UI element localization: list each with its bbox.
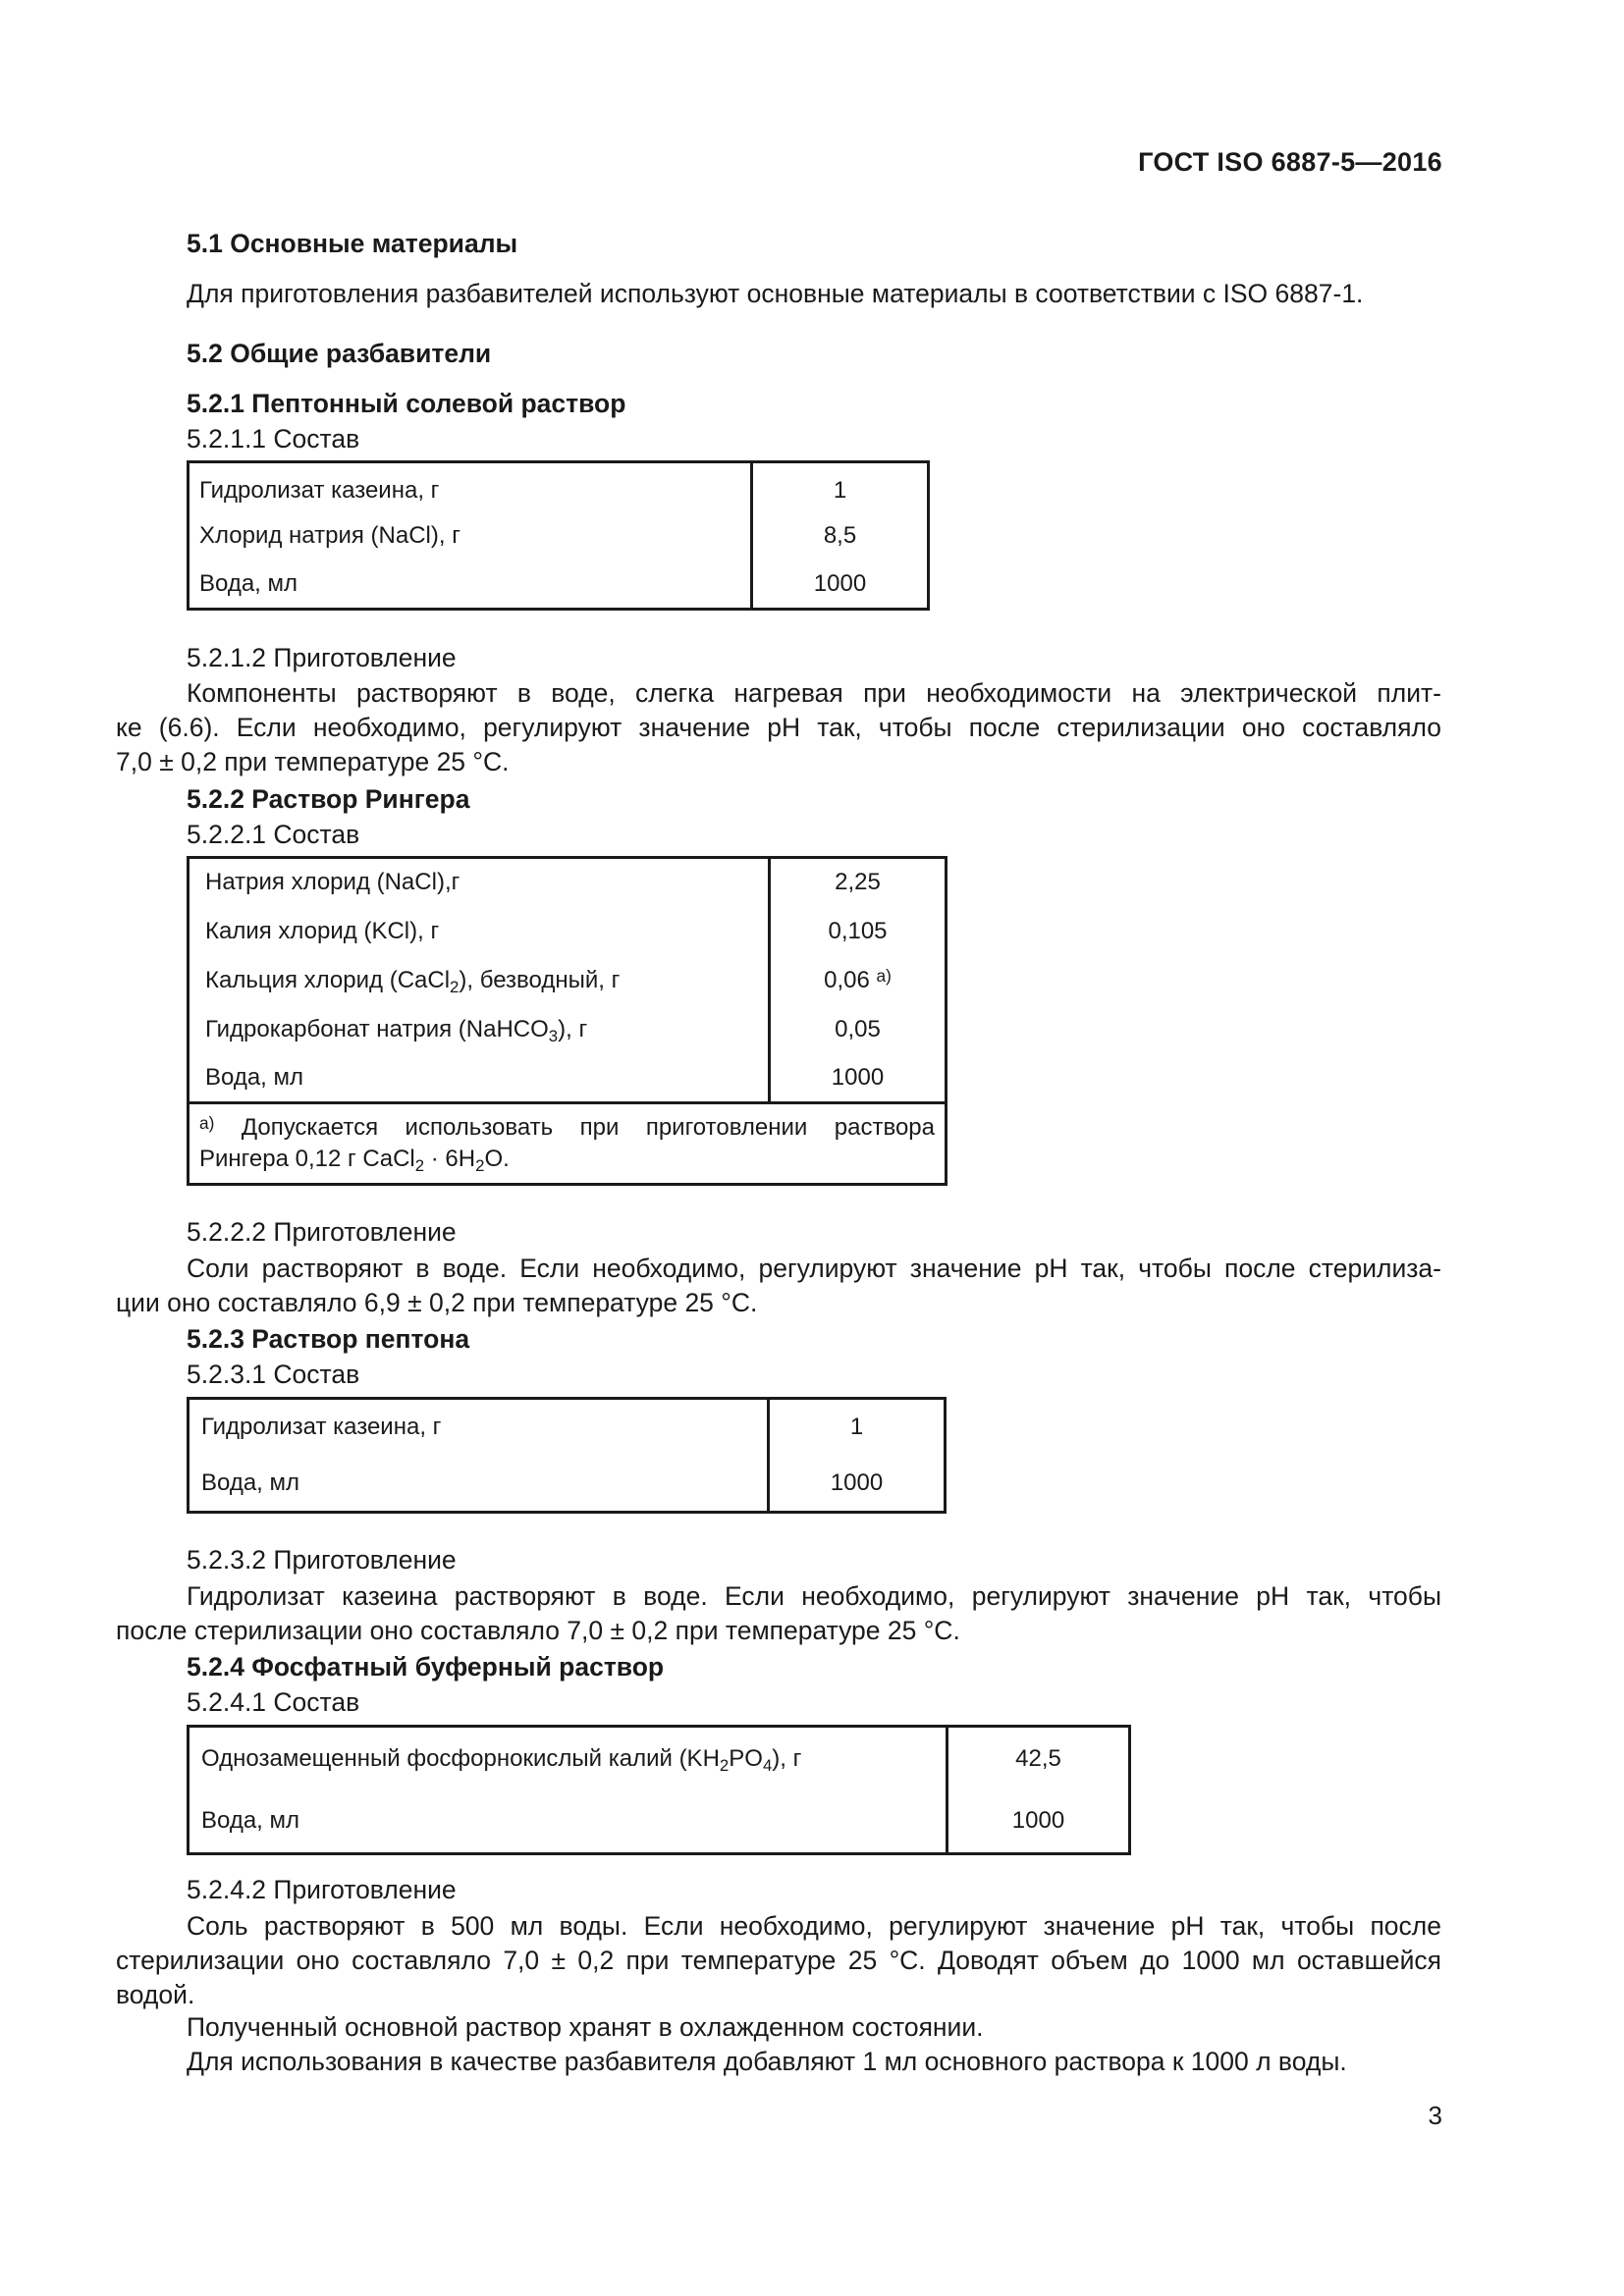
ingredient-name [189,1727,947,1790]
table-row [189,511,929,561]
table-row [189,1054,947,1103]
ingredient-name: Вода, мл [205,1063,304,1091]
ingredient-value: 1000 [947,1790,1130,1854]
subscript: 2 [414,1156,425,1175]
section-5-2-4-heading: 5.2.4 Фосфатный буферный раствор [187,1652,665,1682]
storage-note: Полученный основной раствор хранят в охлажденном состоянии. [187,2012,984,2042]
paragraph-line: ции оно составляло 6,9 ± 0,2 при температуре 25 °C. [116,1288,758,1317]
ingredient-value: 1000 [769,1456,946,1513]
table-row [189,1790,1130,1854]
section-5-2-4-2-text [116,1909,1441,2012]
ingredient-value: 0,05 [770,1005,947,1054]
footnote-text: Допускается использовать при приготовлении раствора [241,1114,935,1141]
section-5-2-2-heading: 5.2.2 Раствор Рингера [187,784,470,814]
ingredient-value: 42,5 [947,1727,1130,1790]
section-5-1-heading: 5.1 Основные материалы [187,229,518,258]
subscript: 2 [450,977,460,996]
section-5-2-4-2-label: 5.2.4.2 Приготовление [187,1875,457,1904]
ingredient-value [770,956,947,1005]
table-row [189,1399,946,1456]
table-row [189,858,947,907]
name-text: ), г [558,1015,588,1042]
ingredient-name: Гидролизат казеина, г [199,477,440,505]
table-row [189,907,947,956]
name-text: Гидрокарбонат натрия (NaHCO [205,1015,549,1042]
section-5-2-1-2-text [116,676,1441,779]
ingredient-value: 1 [769,1399,946,1456]
document-code: ГОСТ ISO 6887-5—2016 [1138,147,1442,177]
ingredient-value: 1000 [770,1054,947,1103]
subscript: 2 [475,1156,485,1175]
section-5-2-3-2-text [116,1579,1441,1648]
section-5-1-text: Для приготовления разбавителей используют основные материалы в соответствии с ISO 6887-1. [187,279,1364,308]
section-5-2-1-1-label: 5.2.1.1 Состав [187,424,360,454]
paragraph-line: Соли растворяют в воде. Если необходимо, регулируют значение рН так, чтобы после стерилиза- [187,1254,1441,1283]
table-row [189,462,929,511]
section-5-2-3-heading: 5.2.3 Раствор пептона [187,1324,470,1354]
paragraph-line: 7,0 ± 0,2 при температуре 25 °C. [116,747,510,776]
page-number: 3 [1428,2101,1442,2130]
ingredient-name: Вода, мл [201,1807,300,1835]
name-text: Однозамещенный фосфорнокислый калий (KH [201,1744,720,1772]
composition-table-5-2-2-1 [187,856,947,1186]
ingredient-value: 1 [752,462,929,511]
ingredient-value: 8,5 [752,511,929,561]
footnote-text: O. [484,1146,510,1172]
table-row [189,1727,1130,1790]
composition-table-5-2-4-1 [187,1725,1131,1855]
section-5-2-heading: 5.2 Общие разбавители [187,339,492,368]
footnote-mark: a) [199,1113,215,1133]
footnote-text: Рингера 0,12 г CaCl [199,1146,415,1172]
ingredient-name [189,1005,770,1054]
table-row [189,1005,947,1054]
paragraph-line: Гидролизат казеина растворяют в воде. Если необходимо, регулируют значение рН так, чтобы [187,1581,1441,1611]
ingredient-name: Вода, мл [201,1468,300,1496]
usage-note: Для использования в качестве разбавителя добавляют 1 мл основного раствора к 1000 л воды. [187,2047,1347,2076]
paragraph-line: ке (6.6). Если необходимо, регулируют значение рН так, чтобы после стерилизации оно составляло [116,713,1441,742]
section-5-2-1-heading: 5.2.1 Пептонный солевой раствор [187,389,626,418]
paragraph-line: водой. [116,1980,195,2009]
section-5-2-2-1-label: 5.2.2.1 Состав [187,820,360,849]
ingredient-name: Натрия хлорид (NaCl),г [205,869,460,896]
footnote-line [199,1144,935,1175]
section-5-2-3-1-label: 5.2.3.1 Состав [187,1360,360,1389]
footnote-text: · 6H [424,1146,476,1172]
subscript: 3 [548,1026,559,1045]
ingredient-value: 2,25 [770,858,947,907]
section-5-2-3-2-label: 5.2.3.2 Приготовление [187,1545,457,1575]
table-row [189,561,929,610]
paragraph-line: после стерилизации оно составляло 7,0 ± 0,2 при температуре 25 °C. [116,1616,960,1645]
section-5-2-1-2-label: 5.2.1.2 Приготовление [187,643,457,672]
subscript: 4 [762,1755,773,1775]
section-5-2-4-1-label: 5.2.4.1 Состав [187,1687,360,1717]
name-text: ), г [772,1744,802,1772]
paragraph-line: Соль растворяют в 500 мл воды. Если необходимо, регулируют значение рН так, чтобы после [187,1911,1441,1941]
composition-table-5-2-3-1 [187,1397,947,1514]
section-5-2-2-2-label: 5.2.2.2 Приготовление [187,1217,457,1247]
name-text: PO [729,1744,763,1772]
footnote-line [199,1112,935,1144]
ingredient-name: Калия хлорид (KCl), г [205,917,440,944]
paragraph-line: Компоненты растворяют в воде, слегка нагревая при необходимости на электрической плит- [187,678,1441,708]
subscript: 2 [719,1755,730,1775]
value-text: 0,06 [824,966,870,993]
table-row [189,1456,946,1513]
ingredient-name: Вода, мл [199,569,298,597]
ingredient-name: Хлорид натрия (NaCl), г [199,521,460,549]
name-text: ), безводный, г [459,966,621,993]
ingredient-name: Гидролизат казеина, г [201,1414,442,1441]
ingredient-value: 0,105 [770,907,947,956]
section-5-2-2-2-text [116,1252,1441,1320]
table-footnote [189,1103,947,1185]
name-text: Кальция хлорид (CaCl [205,966,451,993]
paragraph-line: стерилизации оно составляло 7,0 ± 0,2 при температуре 25 °C. Доводят объем до 1000 мл оставшейся [116,1946,1441,1975]
composition-table-5-2-1-1 [187,460,930,611]
footnote-mark: a) [876,965,892,986]
ingredient-value: 1000 [752,561,929,610]
table-row [189,956,947,1005]
table-footnote-row [189,1103,947,1185]
ingredient-name [189,956,770,1005]
